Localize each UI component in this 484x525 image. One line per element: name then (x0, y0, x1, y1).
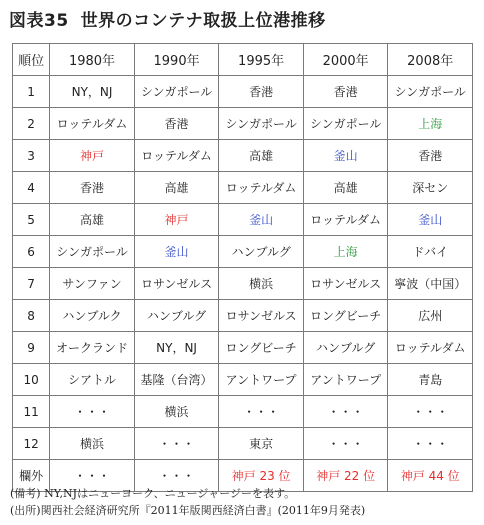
port-cell: 上海 (388, 108, 473, 140)
port-cell: 上海 (303, 236, 388, 268)
ranking-table (12, 43, 473, 492)
header-2008: 2008年 (388, 44, 473, 76)
rank-cell: 3 (13, 140, 50, 172)
table-row (13, 108, 473, 140)
port-cell: 広州 (388, 300, 473, 332)
port-cell: ロサンゼルス (219, 300, 304, 332)
port-cell: 神戸 44 位 (388, 460, 473, 492)
table-row (13, 428, 473, 460)
port-cell: ロサンゼルス (134, 268, 219, 300)
port-cell: 高雄 (303, 172, 388, 204)
port-cell: 横浜 (50, 428, 135, 460)
port-cell: 深セン (388, 172, 473, 204)
port-cell: 基隆（台湾） (134, 364, 219, 396)
header-row (13, 44, 473, 76)
rank-cell: 1 (13, 76, 50, 108)
rank-cell: 8 (13, 300, 50, 332)
port-cell: ・・・ (219, 396, 304, 428)
port-cell: シアトル (50, 364, 135, 396)
page-title (9, 6, 326, 31)
port-cell: 香港 (388, 140, 473, 172)
port-cell: シンガポール (388, 76, 473, 108)
port-cell: シンガポール (134, 76, 219, 108)
port-cell: ドバイ (388, 236, 473, 268)
notes (10, 485, 365, 519)
port-cell: 高雄 (219, 140, 304, 172)
port-cell: ロッテルダム (219, 172, 304, 204)
table-row (13, 364, 473, 396)
port-cell: NY，NJ (134, 332, 219, 364)
port-cell: 寧波（中国） (388, 268, 473, 300)
table-body (13, 76, 473, 492)
header-1980: 1980年 (50, 44, 135, 76)
port-cell: ハンブルグ (219, 236, 304, 268)
port-cell: ・・・ (388, 396, 473, 428)
port-cell: ロッテルダム (388, 332, 473, 364)
port-cell: 釜山 (219, 204, 304, 236)
port-cell: シンガポール (219, 108, 304, 140)
note-source: (出所)関西社会経済研究所『2011年版関西経済白書』(2011年9月発表) (10, 504, 366, 517)
title-text: 世界のコンテナ取扱上位港推移 (80, 11, 326, 31)
rank-cell: 11 (13, 396, 50, 428)
rank-cell: 12 (13, 428, 50, 460)
port-cell: ロッテルダム (303, 204, 388, 236)
figure-label: 図表35 (9, 11, 69, 31)
header-1995: 1995年 (219, 44, 304, 76)
port-cell: 神戸 (134, 204, 219, 236)
port-cell: アントワープ (219, 364, 304, 396)
rank-cell: 7 (13, 268, 50, 300)
port-cell: 香港 (303, 76, 388, 108)
header-1990: 1990年 (134, 44, 219, 76)
port-cell: ・・・ (134, 428, 219, 460)
table-row (13, 172, 473, 204)
table-row (13, 332, 473, 364)
port-cell: 高雄 (50, 204, 135, 236)
port-cell: ハンブルグ (303, 332, 388, 364)
table-row (13, 204, 473, 236)
port-cell: NY，NJ (50, 76, 135, 108)
port-cell: ・・・ (134, 460, 219, 492)
table-row (13, 76, 473, 108)
port-cell: 釜山 (303, 140, 388, 172)
port-cell: ハンブルク (50, 300, 135, 332)
port-cell: ロッテルダム (50, 108, 135, 140)
rank-cell: 4 (13, 172, 50, 204)
port-cell: ・・・ (303, 396, 388, 428)
port-cell: 神戸 22 位 (303, 460, 388, 492)
rank-cell: 2 (13, 108, 50, 140)
port-cell: 香港 (219, 76, 304, 108)
rank-cell: 5 (13, 204, 50, 236)
port-cell: オークランド (50, 332, 135, 364)
port-cell: 青島 (388, 364, 473, 396)
port-cell: ・・・ (388, 428, 473, 460)
table-row (13, 236, 473, 268)
port-cell: 香港 (50, 172, 135, 204)
port-cell: ・・・ (50, 460, 135, 492)
port-cell: ・・・ (303, 428, 388, 460)
header-2000: 2000年 (303, 44, 388, 76)
rank-cell: 10 (13, 364, 50, 396)
port-cell: ・・・ (50, 396, 135, 428)
port-cell: ハンブルグ (134, 300, 219, 332)
port-cell: 釜山 (388, 204, 473, 236)
port-cell: 神戸 (50, 140, 135, 172)
rank-cell: 6 (13, 236, 50, 268)
header-rank: 順位 (13, 44, 50, 76)
port-cell: ロングビーチ (219, 332, 304, 364)
port-cell: 神戸 23 位 (219, 460, 304, 492)
table-row (13, 140, 473, 172)
port-cell: シンガポール (50, 236, 135, 268)
port-cell: 高雄 (134, 172, 219, 204)
port-cell: 香港 (134, 108, 219, 140)
table-row (13, 300, 473, 332)
port-cell: ロサンゼルス (303, 268, 388, 300)
table-row (13, 268, 473, 300)
port-cell: ロッテルダム (134, 140, 219, 172)
port-cell: 東京 (219, 428, 304, 460)
port-cell: アントワープ (303, 364, 388, 396)
port-cell: シンガポール (303, 108, 388, 140)
table-row (13, 396, 473, 428)
port-cell: 横浜 (134, 396, 219, 428)
rank-cell: 9 (13, 332, 50, 364)
port-cell: ロングビーチ (303, 300, 388, 332)
rank-cell: 欄外 (13, 460, 50, 492)
note-remarks: (備考) NY,NJはニューヨーク、ニュージャージーを表す。 (10, 487, 296, 500)
port-cell: 横浜 (219, 268, 304, 300)
port-cell: 釜山 (134, 236, 219, 268)
port-cell: サンファン (50, 268, 135, 300)
